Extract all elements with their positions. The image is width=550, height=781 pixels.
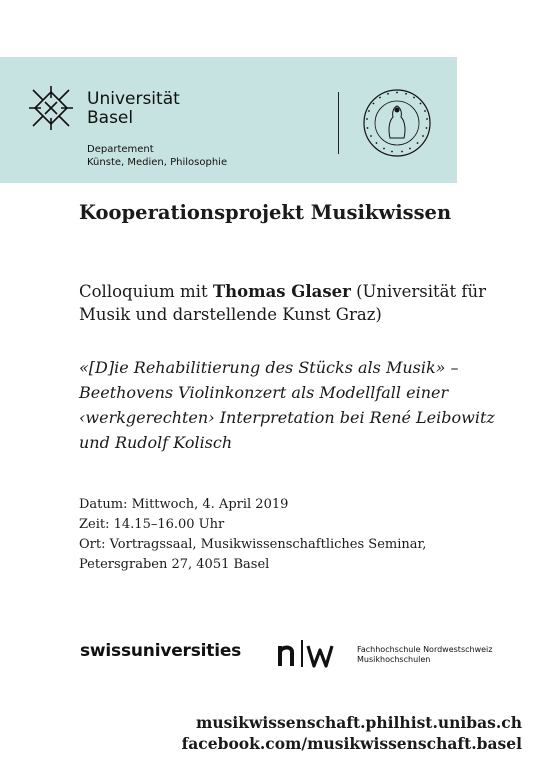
event-date: Datum: Mittwoch, 4. April 2019 xyxy=(79,497,289,512)
swissuniversities-logo: swissuniversities xyxy=(80,641,242,661)
colloquium-line xyxy=(79,280,519,326)
event-location-line2: Petersgraben 27, 4051 Basel xyxy=(79,557,270,572)
fhnw-line2: Musikhochschulen xyxy=(357,655,431,664)
fhnw-line1: Fachhochschule Nordwestschweiz xyxy=(357,645,493,654)
website-link[interactable]: musikwissenschaft.philhist.unibas.ch xyxy=(196,713,522,732)
colloquium-prefix: Colloquium mit xyxy=(79,282,213,301)
facebook-link[interactable]: facebook.com/musikwissenschaft.basel xyxy=(181,734,522,753)
department-label: Departement xyxy=(87,144,154,155)
event-time: Zeit: 14.15–16.00 Uhr xyxy=(79,517,225,532)
university-basel-logo-icon xyxy=(27,84,75,132)
talk-title: «[D]ie Rehabilitierung des Stücks als Musik» – Beethovens Violinkonzert als Modellfall einer ‹werkgerechten› Interpretation bei René Leibowitz und Rudolf Kolisch xyxy=(79,358,495,452)
fhnw-text xyxy=(357,645,492,665)
header-divider xyxy=(338,92,339,154)
event-location-line1: Ort: Vortragssaal, Musikwissenschaftliches Seminar, xyxy=(79,537,427,552)
event-details xyxy=(79,495,519,575)
fhnw-logo-icon xyxy=(278,638,344,668)
speaker-affiliation: (Universität für Musik und darstellende Kunst Graz) xyxy=(79,282,487,324)
footer-links xyxy=(182,712,522,754)
university-name-line1: Universität xyxy=(87,89,180,109)
speaker-name: Thomas Glaser xyxy=(212,282,351,301)
page-title: Kooperationsprojekt Musikwissen xyxy=(79,201,452,224)
faculty-seal-icon xyxy=(362,88,432,158)
university-name xyxy=(87,90,180,128)
department-name: Künste, Medien, Philosophie xyxy=(87,157,228,168)
university-name-line2: Basel xyxy=(87,108,134,128)
department xyxy=(87,143,227,169)
